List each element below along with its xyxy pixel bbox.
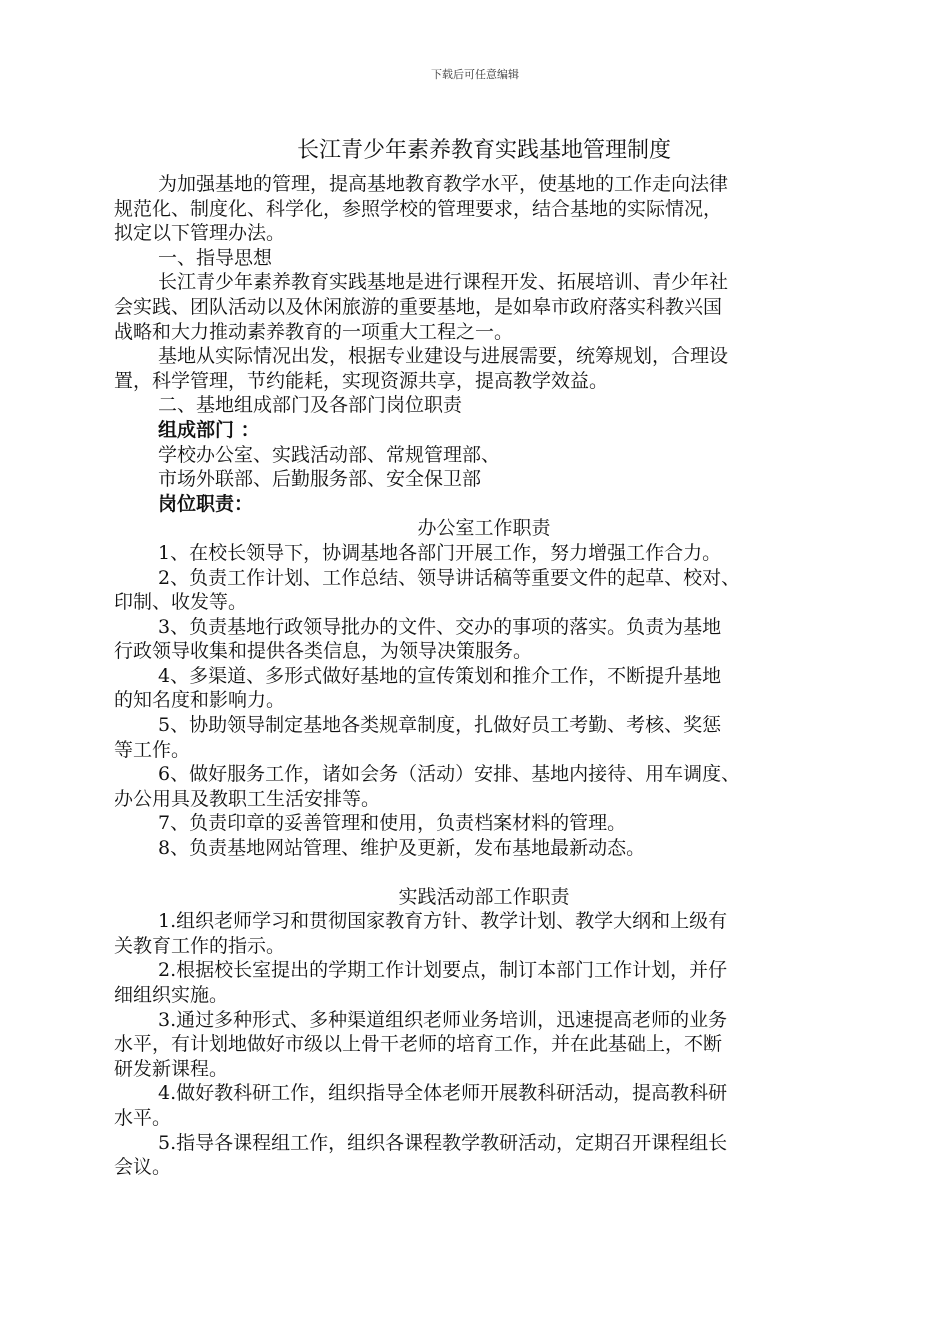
text-line: 的知名度和影响力。 bbox=[114, 689, 286, 712]
text-line: 水平。 bbox=[114, 1106, 172, 1129]
text-line: 为加强基地的管理，提高基地教育教学水平，使基地的工作走向法律 bbox=[158, 173, 729, 195]
text-line: 拟定以下管理办法。 bbox=[114, 222, 286, 245]
text-line: 等工作。 bbox=[114, 738, 191, 761]
section-heading: 实践活动部工作职责 bbox=[398, 885, 570, 908]
text-line: 3、负责基地行政领导批办的文件、交办的事项的落实。负责为基地 bbox=[158, 615, 722, 638]
text-line: 长江青少年素养教育实践基地是进行课程开发、拓展培训、青少年社 bbox=[158, 271, 729, 294]
text-line: 水平，有计划地做好市级以上骨干老师的培育工作，并在此基础上，不断 bbox=[114, 1033, 723, 1056]
text-line: 战略和大力推动素养教育的一项重大工程之一。 bbox=[114, 320, 514, 343]
section-heading: 办公室工作职责 bbox=[417, 517, 551, 540]
text-line: 1.组织老师学习和贯彻国家教育方针、教学计划、教学大纲和上级有 bbox=[158, 910, 728, 933]
text-line: 3.通过多种形式、多种渠道组织老师业务培训，迅速提高老师的业务 bbox=[158, 1008, 728, 1031]
text-line: 2、负责工作计划、工作总结、领导讲话稿等重要文件的起草、校对、 bbox=[158, 566, 741, 589]
text-line: 4.做好教科研工作，组织指导全体老师开展教科研活动，提高教科研 bbox=[158, 1082, 728, 1105]
text-line: 规范化、制度化、科学化，参照学校的管理要求，结合基地的实际情况， bbox=[114, 197, 723, 220]
text-line: 5.指导各课程组工作，组织各课程教学教研活动，定期召开课程组长 bbox=[158, 1131, 728, 1154]
document-body bbox=[114, 134, 854, 1180]
text-line: 2.根据校长室提出的学期工作计划要点，制订本部门工作计划，并仔 bbox=[158, 959, 728, 982]
text-line: 印制、收发等。 bbox=[114, 591, 248, 614]
text-line: 办公用具及教职工生活安排等。 bbox=[114, 787, 381, 810]
text-line: 置，科学管理，节约能耗，实现资源共享，提高教学效益。 bbox=[114, 369, 609, 392]
text-line: 研发新课程。 bbox=[114, 1057, 229, 1080]
document-lines bbox=[114, 172, 854, 1180]
text-line: 1、在校长领导下，协调基地各部门开展工作，努力增强工作合力。 bbox=[158, 541, 722, 564]
text-line: 8、负责基地网站管理、维护及更新，发布基地最新动态。 bbox=[158, 837, 646, 860]
text-line: 7、负责印章的妥善管理和使用，负责档案材料的管理。 bbox=[158, 812, 627, 835]
document-title: 长江青少年素养教育实践基地管理制度 bbox=[296, 138, 671, 163]
text-line: 行政领导收集和提供各类信息，为领导决策服务。 bbox=[114, 640, 533, 663]
text-line: 一、指导思想 bbox=[158, 246, 273, 269]
text-line: 组成部门 ： bbox=[158, 418, 260, 441]
text-line: 会议。 bbox=[114, 1156, 172, 1179]
header-note: 下载后可任意编辑 bbox=[431, 68, 519, 81]
text-line: 学校办公室、实践活动部、常规管理部、 bbox=[158, 443, 501, 466]
text-line: 细组织实施。 bbox=[114, 984, 229, 1006]
text-line: 会实践、团队活动以及休闲旅游的重要基地，是如皋市政府落实科教兴国 bbox=[114, 295, 723, 318]
text-line: 关教育工作的指示。 bbox=[114, 934, 286, 957]
text-line: 6、做好服务工作，诸如会务（活动）安排、基地内接待、用车调度、 bbox=[158, 763, 741, 786]
text-line: 二、基地组成部门及各部门岗位职责 bbox=[158, 394, 463, 417]
text-line: 基地从实际情况出发，根据专业建设与进展需要，统筹规划，合理设 bbox=[158, 345, 729, 368]
text-line: 岗位职责： bbox=[158, 492, 254, 515]
blank-line bbox=[114, 861, 854, 885]
text-line: 5、协助领导制定基地各类规章制度，扎做好员工考勤、考核、奖惩 bbox=[158, 714, 722, 737]
text-line: 市场外联部、后勤服务部、安全保卫部 bbox=[158, 468, 482, 491]
text-line: 4、多渠道、多形式做好基地的宣传策划和推介工作，不断提升基地 bbox=[158, 664, 722, 687]
